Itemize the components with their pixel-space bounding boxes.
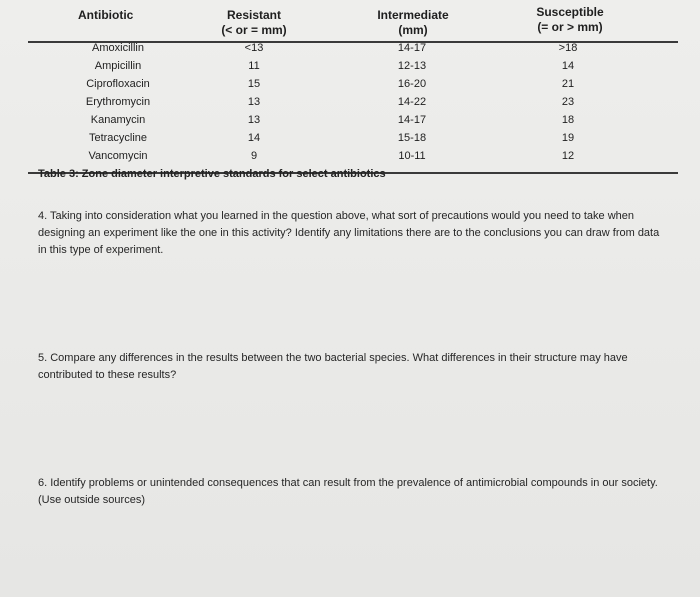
cell-resistant: 14 (247, 132, 261, 144)
question-4: 4. Taking into consideration what you learned in the question above, what sort of precautions would you need to take when designing an experiment like the one in this activity? Identify any limitations there are to the conclusions you can draw from data in this type of experiment. (38, 210, 660, 256)
table-row (28, 58, 678, 76)
cell-antibiotic: Vancomycin (88, 150, 148, 162)
header-susceptible-label: Susceptible (536, 5, 604, 19)
cell-resistant: <13 (244, 42, 264, 54)
cell-intermediate: 14-17 (397, 42, 427, 54)
question-5: 5. Compare any differences in the results between the two bacterial species. What differences in their structure may have contributed to these results? (38, 352, 628, 381)
header-intermediate-unit: (mm) (398, 23, 428, 37)
cell-susceptible: 19 (561, 132, 575, 144)
cell-resistant: 13 (247, 114, 261, 126)
cell-antibiotic: Erythromycin (85, 96, 151, 108)
zone-diameter-table (28, 4, 678, 166)
cell-resistant: 13 (247, 96, 261, 108)
cell-resistant: 9 (250, 150, 258, 162)
table-row (28, 94, 678, 112)
header-susceptible-unit: (= or > mm) (537, 20, 603, 34)
cell-antibiotic: Ciprofloxacin (86, 78, 150, 90)
header-intermediate (363, 8, 463, 38)
header-intermediate-label: Intermediate (377, 8, 449, 22)
header-resistant (214, 8, 294, 38)
cell-resistant: 15 (247, 78, 261, 90)
cell-susceptible: >18 (558, 42, 578, 54)
header-resistant-unit: (< or = mm) (221, 23, 287, 37)
cell-intermediate: 14-22 (397, 96, 427, 108)
table-row (28, 76, 678, 94)
cell-intermediate: 12-13 (397, 60, 427, 72)
table-body (28, 40, 678, 166)
table-row (28, 40, 678, 58)
cell-susceptible: 18 (561, 114, 575, 126)
cell-antibiotic: Kanamycin (90, 114, 146, 126)
table-row (28, 148, 678, 166)
cell-intermediate: 15-18 (397, 132, 427, 144)
header-susceptible (520, 5, 620, 35)
header-resistant-label: Resistant (226, 8, 282, 22)
cell-susceptible: 23 (561, 96, 575, 108)
cell-intermediate: 14-17 (397, 114, 427, 126)
cell-resistant: 11 (248, 60, 260, 72)
header-antibiotic (78, 8, 188, 23)
cell-intermediate: 16-20 (397, 78, 427, 90)
cell-susceptible: 21 (561, 78, 575, 90)
question-6: 6. Identify problems or unintended consequences that can result from the prevalence of antimicrobial compounds in our society. (Use outside sources) (38, 477, 658, 506)
table-caption: Table 3: Zone diameter interpretive standards for select antibiotics (38, 168, 386, 180)
cell-antibiotic: Tetracycline (88, 132, 148, 144)
header-antibiotic-label: Antibiotic (78, 8, 134, 22)
table-header (28, 4, 678, 40)
cell-antibiotic: Amoxicillin (92, 42, 144, 54)
cell-intermediate: 10-11 (398, 150, 426, 162)
table-row (28, 112, 678, 130)
cell-antibiotic: Ampicillin (94, 60, 142, 72)
cell-susceptible: 12 (561, 150, 575, 162)
table-row (28, 130, 678, 148)
cell-susceptible: 14 (561, 60, 575, 72)
